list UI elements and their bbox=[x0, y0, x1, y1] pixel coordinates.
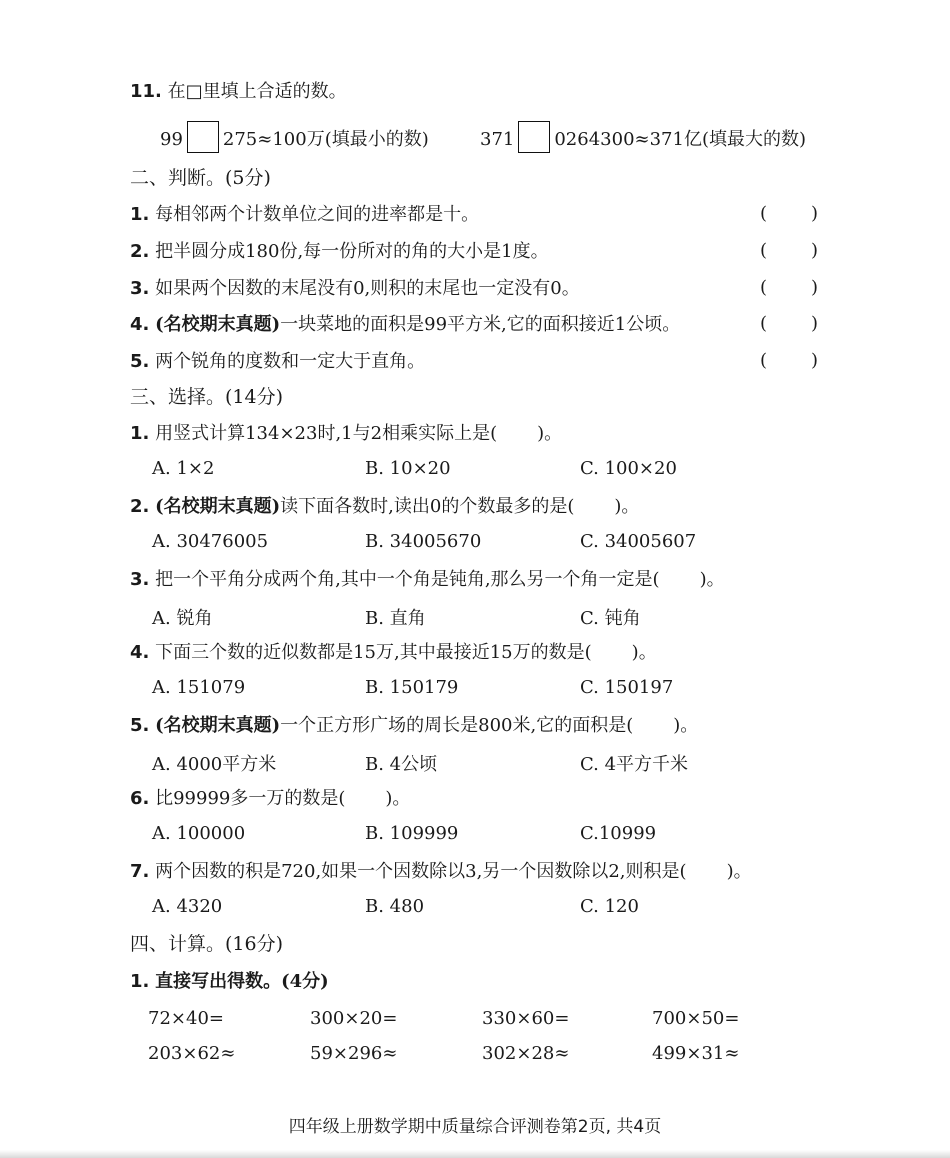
question-text: 读下面各数时,读出0的个数最多的是( bbox=[280, 496, 575, 517]
choice-option[interactable]: C. 34005607 bbox=[580, 531, 697, 552]
calc-item[interactable]: 700×50= bbox=[652, 1008, 740, 1029]
section4-subtitle-line bbox=[130, 970, 329, 994]
choice-option[interactable]: A. 100000 bbox=[152, 823, 246, 844]
question-text: 比99999多一万的数是( bbox=[155, 788, 346, 809]
question-number: 5. bbox=[130, 715, 150, 736]
calc-item[interactable]: 499×31≈ bbox=[652, 1043, 740, 1064]
judgement-item bbox=[130, 277, 580, 301]
choice-option[interactable]: A. 锐角 bbox=[152, 608, 213, 629]
choice-option[interactable]: B. 109999 bbox=[365, 823, 459, 844]
item-text: 两个锐角的度数和一定大于直角。 bbox=[155, 351, 426, 372]
item-text: 一块菜地的面积是99平方米,它的面积接近1公顷。 bbox=[280, 314, 681, 335]
page-bottom-edge bbox=[0, 1150, 950, 1158]
item-text: 如果两个因数的末尾没有0,则积的末尾也一定没有0。 bbox=[155, 278, 580, 299]
item-text: 把半圆分成180份,每一份所对的角的大小是1度。 bbox=[155, 241, 549, 262]
judgement-item bbox=[130, 313, 680, 337]
choice-question bbox=[130, 422, 562, 446]
calc-item[interactable]: 330×60= bbox=[482, 1008, 570, 1029]
choice-option[interactable]: A. 151079 bbox=[152, 677, 246, 698]
calc-item[interactable]: 72×40= bbox=[148, 1008, 224, 1029]
question-tail: )。 bbox=[537, 423, 563, 444]
q11-left-expression bbox=[160, 124, 429, 156]
choice-question bbox=[130, 714, 698, 738]
item-number: 2. bbox=[130, 241, 150, 262]
choice-option[interactable]: C.10999 bbox=[580, 823, 657, 844]
choice-question bbox=[130, 641, 657, 665]
item-number: 4. bbox=[130, 314, 150, 335]
q11-number: 11. bbox=[130, 81, 162, 102]
paren-close: ) bbox=[810, 277, 818, 298]
question-text: 一个正方形广场的周长是800米,它的面积是( bbox=[280, 715, 634, 736]
item-text: 每相邻两个计数单位之间的进率都是十。 bbox=[155, 204, 480, 225]
question-number: 7. bbox=[130, 861, 150, 882]
question-text: 用竖式计算134×23时,1与2相乘实际上是( bbox=[155, 423, 498, 444]
choice-option[interactable]: A. 1×2 bbox=[152, 458, 215, 479]
choice-option[interactable]: B. 直角 bbox=[365, 608, 426, 629]
choice-option[interactable]: C. 120 bbox=[580, 896, 639, 917]
judgement-item bbox=[130, 350, 425, 374]
q11-right-b: 0264300≈371亿(填最大的数) bbox=[554, 129, 807, 150]
choice-option[interactable]: C. 钝角 bbox=[580, 608, 641, 629]
paren-close: ) bbox=[810, 240, 818, 261]
q11-left-answer-box[interactable] bbox=[187, 121, 219, 153]
calc-item[interactable]: 300×20= bbox=[310, 1008, 398, 1029]
paren-open: ( bbox=[760, 350, 768, 371]
question-tail: )。 bbox=[726, 861, 752, 882]
choice-option[interactable]: B. 34005670 bbox=[365, 531, 482, 552]
choice-option[interactable]: A. 30476005 bbox=[152, 531, 269, 552]
judgement-item bbox=[130, 203, 479, 227]
item-number: 5. bbox=[130, 351, 150, 372]
question-number: 2. bbox=[130, 496, 150, 517]
paren-open: ( bbox=[760, 240, 768, 261]
paren-close: ) bbox=[810, 350, 818, 371]
q11-right-a: 371 bbox=[480, 129, 515, 150]
choice-option[interactable]: B. 10×20 bbox=[365, 458, 451, 479]
page-footer: 四年级上册数学期中质量综合评测卷第2页, 共4页 bbox=[288, 1117, 662, 1137]
question-tag: (名校期末真题) bbox=[155, 715, 281, 736]
question-tail: )。 bbox=[699, 569, 725, 590]
section2-title: 二、判断。(5分) bbox=[130, 167, 271, 189]
section4-sub-title: 直接写出得数。(4分) bbox=[155, 971, 329, 992]
calc-item[interactable]: 203×62≈ bbox=[148, 1043, 236, 1064]
question-text: 下面三个数的近似数都是15万,其中最接近15万的数是( bbox=[155, 642, 592, 663]
question-tail: )。 bbox=[673, 715, 699, 736]
choice-question bbox=[130, 495, 639, 519]
q11-left-b: 275≈100万(填最小的数) bbox=[222, 129, 429, 150]
paren-open: ( bbox=[760, 313, 768, 334]
choice-option[interactable]: A. 4000平方米 bbox=[152, 754, 277, 775]
question-text: 两个因数的积是720,如果一个因数除以3,另一个因数除以2,则积是( bbox=[155, 861, 687, 882]
question-tag: (名校期末真题) bbox=[155, 496, 281, 517]
choice-question bbox=[130, 787, 410, 811]
choice-option[interactable]: C. 100×20 bbox=[580, 458, 677, 479]
question-number: 3. bbox=[130, 569, 150, 590]
question-tail: )。 bbox=[614, 496, 640, 517]
choice-question bbox=[130, 568, 725, 592]
section4-title: 四、计算。(16分) bbox=[130, 933, 284, 955]
item-number: 1. bbox=[130, 204, 150, 225]
question-text: 把一个平角分成两个角,其中一个角是钝角,那么另一个角一定是( bbox=[155, 569, 660, 590]
q11-prompt: 在□里填上合适的数。 bbox=[167, 81, 347, 102]
question-number: 1. bbox=[130, 423, 150, 444]
q11-left-a: 99 bbox=[160, 129, 183, 150]
calc-item[interactable]: 59×296≈ bbox=[310, 1043, 398, 1064]
paren-open: ( bbox=[760, 277, 768, 298]
section4-sub-number: 1. bbox=[130, 971, 150, 992]
q11-right-expression bbox=[480, 124, 806, 156]
question-number: 6. bbox=[130, 788, 150, 809]
choice-option[interactable]: C. 4平方千米 bbox=[580, 754, 689, 775]
choice-question bbox=[130, 860, 752, 884]
choice-option[interactable]: C. 150197 bbox=[580, 677, 674, 698]
question-tail: )。 bbox=[385, 788, 411, 809]
calc-item[interactable]: 302×28≈ bbox=[482, 1043, 570, 1064]
choice-option[interactable]: A. 4320 bbox=[152, 896, 223, 917]
question-number: 4. bbox=[130, 642, 150, 663]
item-tag: (名校期末真题) bbox=[155, 314, 281, 335]
item-number: 3. bbox=[130, 278, 150, 299]
judgement-item bbox=[130, 240, 549, 264]
paren-close: ) bbox=[810, 203, 818, 224]
question-tail: )。 bbox=[631, 642, 657, 663]
choice-option[interactable]: B. 480 bbox=[365, 896, 425, 917]
q11-prompt-line bbox=[130, 80, 347, 104]
paren-close: ) bbox=[810, 313, 818, 334]
choice-option[interactable]: B. 4公顷 bbox=[365, 754, 438, 775]
q11-right-answer-box[interactable] bbox=[518, 121, 550, 153]
section3-title: 三、选择。(14分) bbox=[130, 386, 284, 408]
paren-open: ( bbox=[760, 203, 768, 224]
choice-option[interactable]: B. 150179 bbox=[365, 677, 459, 698]
